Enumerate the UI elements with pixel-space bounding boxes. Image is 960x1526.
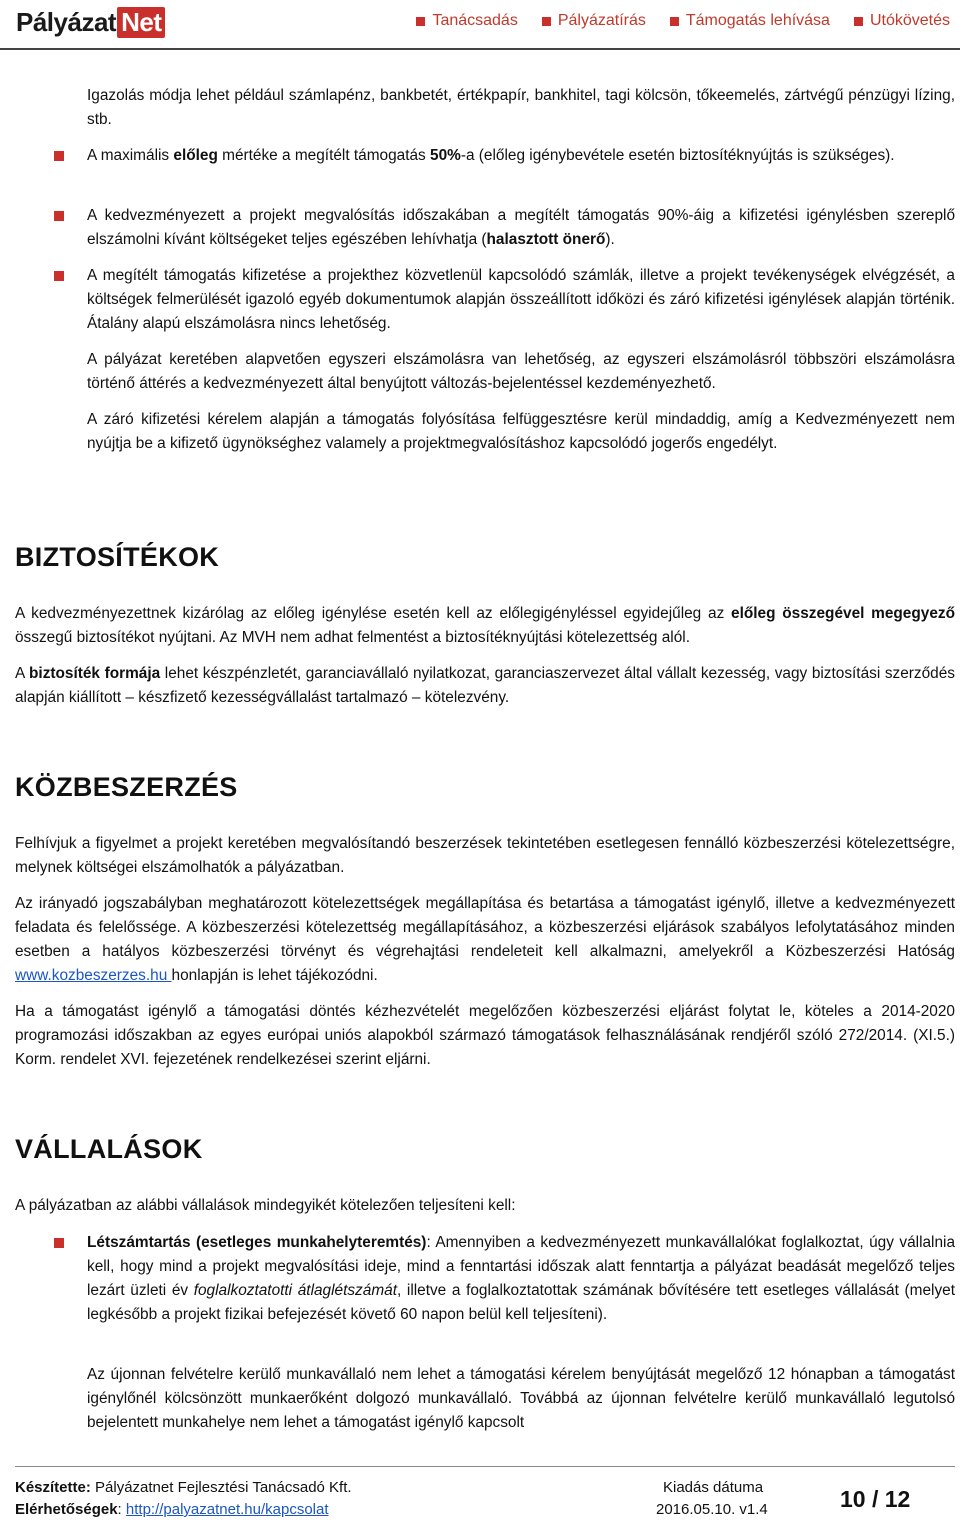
footer-author: Készítette: Pályázatnet Fejlesztési Tanácsadó Kft. xyxy=(15,1479,352,1496)
paragraph-kozbeszerzes-3: Ha a támogatást igénylő a támogatási döntés kézhezvételét megelőzően közbeszerzési eljárást folytat le, köteles a 2014-2020 programozási időszakban az egyes európai uniós alapokból származó támogatások felhasználásának rendjéről szóló 272/2014. (XI.5.) Korm. rendelet XVI. fejezetének rendelkezései szerint eljárni. xyxy=(15,1003,955,1068)
square-bullet-icon xyxy=(854,17,863,26)
nav-tamogatas-lehivasa[interactable] xyxy=(670,12,830,30)
kozbeszerzes-link[interactable]: www.kozbeszerzes.hu xyxy=(15,967,172,984)
square-bullet-icon xyxy=(54,151,64,161)
square-bullet-icon xyxy=(670,17,679,26)
nav-label: Utókövetés xyxy=(869,12,950,29)
paragraph-vallalasok-intro: A pályázatban az alábbi vállalások mindegyikét kötelezően teljesíteni kell: xyxy=(15,1197,516,1214)
footer-contact: Elérhetőségek: http://palyazatnet.hu/kapcsolat xyxy=(15,1501,329,1518)
bullet-eloleg: A maximális előleg mértéke a megítélt támogatás 50%-a (előleg igénybevétele esetén biztosítéknyújtás is szükséges). xyxy=(87,147,895,164)
bullet-letszamtartas: Létszámtartás (esetleges munkahelyteremtés): Amennyiben a kedvezményezett munkavállalókat foglalkoztat, úgy vállalnia kell, hogy mind a projekt megvalósítási ideje, mind a fenntartási időszak alatt fenntartja a pályázat beadását megelőző teljes lezárt üzleti év foglalkoztatotti átlaglétszámát, illetve a foglalkoztatottak számának bővítésére tett esetleges vállalását (melyet legkésőbb a projekt fizikai befejezését követő 60 napon belül kell teljesíteni). xyxy=(87,1234,956,1323)
paragraph-kozbeszerzes-2: Az irányadó jogszabályban meghatározott kötelezettségek megállapítása és betartása a támogatást igénylő, illetve a kedvezményezett feladata és felelőssége. A közbeszerzési kötelezettség megállapításához, a közbeszerzési eljárások szabályos lefolytatásához minden esetben a hatályos közbeszerzési törvényt és végrehajtási rendeleteit kell alkalmazni, amelyekről a Közbeszerzési Hatóság www.kozbeszerzes.hu honlapján is lehet tájékozódni. xyxy=(15,895,955,984)
paragraph-zaro-kerelem: A záró kifizetési kérelem alapján a támogatás folyósítása felfüggesztésre kerül mindaddig, amíg a Kedvezményezett nem nyújtja be a kifizető ügynökséghez valamely a projektmegvalósításhoz kapcsolódó jogerős engedélyt. xyxy=(87,411,955,452)
nav-label: Pályázatírás xyxy=(557,12,646,29)
footer-divider xyxy=(15,1466,955,1467)
heading-kozbeszerzes: KÖZBESZERZÉS xyxy=(15,772,238,802)
nav-label: Tanácsadás xyxy=(432,12,518,29)
paragraph-uj-munkavallalo: Az újonnan felvételre kerülő munkavállaló nem lehet a támogatási kérelem benyújtását megelőző 12 hónapban a támogatást igénylőnél kölcsönzött munkaerőként dolgozó munkavállaló. Továbbá az újonnan felvételre kerülő munkavállaló legutolsó bejelentett munkahelye nem lehet a támogatást igénylő kapcsolt xyxy=(87,1366,955,1431)
nav-palyazatiras[interactable] xyxy=(542,12,646,30)
page-header xyxy=(0,0,960,52)
contact-link[interactable]: http://palyazatnet.hu/kapcsolat xyxy=(125,1501,329,1518)
nav-utokovetes[interactable] xyxy=(854,12,950,30)
footer-issue-label: Kiadás dátuma xyxy=(663,1479,764,1496)
heading-biztositekok: BIZTOSÍTÉKOK xyxy=(15,542,220,572)
square-bullet-icon xyxy=(542,17,551,26)
square-bullet-icon xyxy=(416,17,425,26)
paragraph-igazolas: Igazolás módja lehet például számlapénz, bankbetét, értékpapír, bankhitel, tagi kölcsön, tőkeemelés, zártvégű pénzügyi lízing, stb. xyxy=(87,87,955,128)
nav-tanacsadas[interactable] xyxy=(416,12,517,30)
top-nav xyxy=(416,12,950,30)
bullet-kifizetes: A megítélt támogatás kifizetése a projekthez közvetlenül kapcsolódó számlák, illetve a projekt tevékenységek elvégzését, a költségek felmerülését igazoló egyéb dokumentumok alapján összeállított időközi és záró kifizetési igénylések alapján történik. Átalány alapú elszámolásra nincs lehetőség. xyxy=(87,267,955,332)
paragraph-elszamolas: A pályázat keretében alapvetően egyszeri elszámolásra van lehetőség, az egyszeri elszámolásról többszöri elszámolásra történő áttérés a kedvezményezett által benyújtott változás-bejelentéssel kezdeményezhető. xyxy=(87,351,955,392)
page-number: 10 / 12 xyxy=(840,1486,911,1512)
logo-net-badge: Net xyxy=(117,7,165,38)
logo-text: Pályázat xyxy=(16,6,117,37)
paragraph-biztositek-2: A biztosíték formája lehet készpénzletét, garanciavállaló nyilatkozat, garanciaszervezet által vállalt kezesség, vagy biztosítási szerződés alapján kiállított – készfizető kezességvállalást tartalmazó – kötelezvény. xyxy=(15,665,955,706)
footer-issue-date: 2016.05.10. v1.4 xyxy=(656,1501,768,1518)
palyazatnet-logo[interactable] xyxy=(16,4,165,40)
heading-vallalasok: VÁLLALÁSOK xyxy=(15,1134,203,1164)
nav-label: Támogatás lehívása xyxy=(685,12,830,29)
paragraph-kozbeszerzes-1: Felhívjuk a figyelmet a projekt keretében megvalósítandó beszerzések tekintetében esetlegesen fennálló közbeszerzési kötelezettségre, melynek költségei elszámolhatók a pályázatban. xyxy=(15,835,955,876)
square-bullet-icon xyxy=(54,1238,64,1248)
square-bullet-icon xyxy=(54,271,64,281)
bullet-halasztott-oneró: A kedvezményezett a projekt megvalósítás időszakában a megítélt támogatás 90%-áig a kifizetési igénylésben szereplő elszámolni kívánt költségeket teljes egészében lehívhatja (halasztott önerő). xyxy=(87,207,955,248)
header-divider xyxy=(0,48,960,50)
square-bullet-icon xyxy=(54,211,64,221)
paragraph-biztositek-1: A kedvezményezettnek kizárólag az előleg igénylése esetén kell az előlegigényléssel egyidejűleg az előleg összegével megegyező összegű biztosítékot nyújtani. Az MVH nem adhat felmentést a biztosítéknyújtási kötelezettség alól. xyxy=(15,605,955,646)
